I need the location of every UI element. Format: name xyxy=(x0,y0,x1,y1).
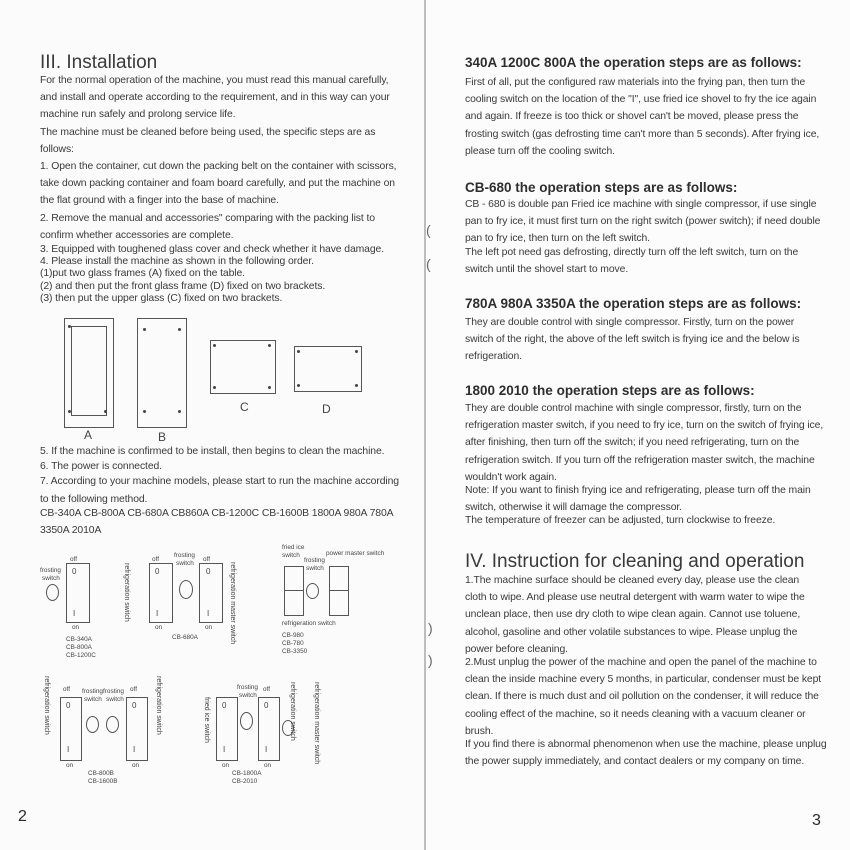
text-line: First of all, put the configured raw materials into the frying pan, then turn the xyxy=(465,77,806,88)
text-line: (1)put two glass frames (A) fixed on the table. xyxy=(40,268,245,280)
text-line: to the following method. xyxy=(40,493,148,505)
text-line: switch of the right, the above of the left switch is frying ice and the below is xyxy=(465,334,800,346)
text-line: cooling switch on the location of the "I", use fried ice shovel to fry the ice again xyxy=(465,94,817,106)
off-label: off xyxy=(152,556,159,563)
on-label: on xyxy=(222,762,230,769)
section-780a-title: 780A 980A 3350A the operation steps are as follows: xyxy=(465,296,802,311)
text-line: The temperature of freezer can be adjusted, turn clockwise to freeze. xyxy=(465,515,776,527)
text-line: the power supply immediately, and contact dealers or my company on time. xyxy=(465,756,805,768)
text-line: Note: If you want to finish frying ice and refrigerating, please turn off the main xyxy=(465,485,811,497)
text-line: 4. Please install the machine as shown in the following order. xyxy=(40,256,314,268)
vertical-label: fried ice switch xyxy=(203,697,210,743)
frosting-label: frosting xyxy=(103,688,124,695)
text-line: pan to fry ice, it must first turn on the right switch (power switch); if need double xyxy=(465,216,821,228)
off-label: off xyxy=(70,556,77,563)
frosting-label: frosting xyxy=(82,688,103,695)
section-340a-text xyxy=(465,74,819,160)
text-line: 5. If the machine is confirmed to be install, then begins to clean the machine. xyxy=(40,446,385,457)
left-switch xyxy=(149,563,173,623)
model-list: CB-1800A CB-2010 xyxy=(232,770,262,785)
page-number: 3 xyxy=(812,812,821,829)
text-line: unclean place, then use dry cloth to wipe clean again. Cannot use toluene, xyxy=(465,609,801,621)
installation-heading: III. Installation xyxy=(40,52,158,73)
frosting-button xyxy=(306,583,319,599)
right-switch xyxy=(126,697,148,761)
refrigeration-label: refrigeration switch xyxy=(282,620,336,627)
text-line: clean the inside machine every 5 months, in particular, condenser must be kept xyxy=(465,674,822,686)
right-page: ( ( ) ) 340A 1200C 800A the operation steps are as follows: First of all, put the configured raw materials into the frying pan, then turn the cooling switch on the location of the "I", use fried ice shovel to fry the ice again and again. If freeze is too thick or shovel can't be moved, please press the frosting switch (gas defrosting time can't more than 5 seconds). After frying ice, please turn off the cooling switch. CB-680 the operation steps are as follows: CB - 680 is double pan Fried ice machine with single compressor, if use single pan to fry ice, it must first turn on the right switch (power switch); if need double pan to fry ice, then turn on the left switch. The left pot need gas defrosting, directly turn off the left switch, turn on the switch until the shovel start to move. 780A 980A 3350A the operation steps are as follows: They are double control with single compressor. Firstly, turn on the power switch of the right, the above of the left switch is frying ice and the below is refrigeration. 1800 2010 the operation steps are as follows: They are double control machine with single compressor, firstly, turn on the refrigeration master switch, if you need to fry ice, turn on the switch of frying ice, after finishing, then turn off the switch; if you need refrigerating, turn on the refrigeration switch. If you turn off the refrigeration master switch, the machine wouldn't work again. Note: If you want to finish frying ice and refrigerating, please turn off the main switch, otherwise it will damage the compressor. The temperature of freezer can be adjusted, turn clockwise to freeze. IV. Instruction for cleaning and operation 1.The machine surface should be cleaned every day, please use the clean cloth to wipe. And please use neutral detergent with warm water to wipe the unclean place, then use dry cloth to wipe clean again. Cannot use toluene, alcohol, gasoline and other volatile substances to wipe. Please unplug the power before cleaning. 2.Must unplug the power of the machine and open the panel of the machine to clean the inside machine every 5 months, in particular, condenser must be kept clean. If there is much dust and oil pollution on the condenser, it will reduce the cooling effect of the machine, so it needs cleaning with a vacuum cleaner or brush. If you find there is abnormal phenomenon when use the machine, please unplug the power supply immediately, and contact dealers or my company on time. 3 xyxy=(426,0,850,850)
text-line: confirm whether accessories are complete. xyxy=(40,229,234,241)
on-label: on xyxy=(72,624,80,631)
right-rocker xyxy=(329,566,349,616)
section-1800-text xyxy=(465,400,823,530)
label-c: C xyxy=(240,400,249,414)
refrigeration-switch xyxy=(66,563,90,623)
text-line: CB-340A CB-800A CB-680A CB860A CB-1200C CB-1600B 1800A 980A 780A xyxy=(40,507,394,519)
text-line: The machine must be cleaned before being used, the specific steps are as xyxy=(40,126,376,138)
switch-label: switch xyxy=(106,696,124,703)
off-label: off xyxy=(63,686,70,693)
text-line: (3) then put the upper glass (C) fixed on two brackets. xyxy=(40,292,283,304)
master-switch-label: power master switch xyxy=(326,550,385,557)
frosting-button xyxy=(46,584,59,601)
text-line: refrigeration. xyxy=(465,351,522,363)
switch-label: switch xyxy=(84,696,102,703)
text-line: machine run safely and prolong service life. xyxy=(40,109,236,121)
left-rocker xyxy=(284,566,304,616)
section-340a-title: 340A 1200C 800A the operation steps are as follows: xyxy=(465,55,802,70)
frosting-label: frosting xyxy=(174,552,195,559)
text-line: 2. Remove the manual and accessories" comparing with the packing list to xyxy=(40,212,375,224)
off-label: off xyxy=(130,686,137,693)
text-line: please turn off the cooling switch. xyxy=(465,145,615,157)
text-line: frosting switch (gas defrosting time can't more than 5 seconds). After frying ice, xyxy=(465,128,820,140)
switch-label: switch xyxy=(282,552,300,559)
right-switch xyxy=(199,563,223,623)
on-label: on xyxy=(66,762,74,769)
frosting-button xyxy=(179,580,193,599)
frosting-label: frosting xyxy=(237,684,258,691)
text-line: If you find there is abnormal phenomenon when use the machine, please unplug xyxy=(465,739,827,751)
on-label: on xyxy=(155,624,163,631)
text-line: For the normal operation of the machine, you must read this manual carefully, xyxy=(40,75,389,86)
on-label: on xyxy=(205,624,213,631)
text-line: and again. If freeze is too thick or shovel can't be moved, please press the xyxy=(465,111,799,123)
text-line: 3350A 2010A xyxy=(40,525,102,537)
left-switch xyxy=(216,697,238,761)
installation-text-2 xyxy=(40,443,399,539)
text-line: CB - 680 is double pan Fried ice machine with single compressor, if use single xyxy=(465,199,817,210)
switch-label: switch xyxy=(306,565,324,572)
section-780a-text xyxy=(465,314,800,366)
text-line: cooling effect of the machine, so it needs cleaning with a vacuum cleaner or xyxy=(465,708,806,720)
text-line: brush. xyxy=(465,725,494,737)
left-switch xyxy=(60,697,82,761)
text-line: switch, otherwise it will damage the compressor. xyxy=(465,502,682,514)
text-line: They are double control machine with single compressor, firstly, turn on the xyxy=(465,403,802,414)
text-line: pan to fry ice, then turn on the left switch. xyxy=(465,233,650,245)
model-list: CB-980 CB-780 CB-3350 xyxy=(282,632,308,655)
frosting-button xyxy=(106,716,119,733)
text-line: 1. Open the container, cut down the packing belt on the container with scissors, xyxy=(40,161,397,173)
fried-ice-label: fried ice xyxy=(282,544,305,551)
label-b: B xyxy=(158,430,167,444)
switch-label: switch xyxy=(239,692,257,699)
section-680-text xyxy=(465,196,820,278)
text-line: 7. According to your machine models, please start to run the machine according xyxy=(40,476,399,488)
right-switch xyxy=(258,697,280,761)
text-line: alcohol, gasoline and other volatile substances to wipe. Please unplug the xyxy=(465,626,798,638)
on-label: on xyxy=(132,762,140,769)
section-1800-title: 1800 2010 the operation steps are as follows: xyxy=(465,383,755,398)
switch-label: switch xyxy=(42,575,60,582)
text-line: refrigeration master switch, if you need to fry ice, turn on the switch of frying ice, xyxy=(465,420,824,432)
text-line: wouldn't work again. xyxy=(465,471,557,483)
vertical-label: refrigeration switch xyxy=(123,563,130,622)
frosting-button xyxy=(240,712,253,730)
text-line: and install and operate according to the requirement, and in this way can your xyxy=(40,92,390,104)
text-line: the flat ground with a finger into the base of machine. xyxy=(40,195,279,207)
text-line: 6. The power is connected. xyxy=(40,461,162,473)
text-line: They are double control with single compressor. Firstly, turn on the power xyxy=(465,317,795,328)
switch-label: switch xyxy=(176,560,194,567)
label-d: D xyxy=(322,402,331,416)
text-line: switch until the shovel start to move. xyxy=(465,263,629,275)
text-line: cloth to wipe. And please use neutral detergent with warm water to wipe the xyxy=(465,592,805,604)
model-list: CB-800B CB-1600B xyxy=(88,770,118,785)
text-line: follows: xyxy=(40,143,74,155)
vertical-label: refrigeration master switch xyxy=(313,682,320,765)
glass-c xyxy=(210,340,276,394)
glass-d xyxy=(294,346,362,392)
text-line: The left pot need gas defrosting, directly turn off the left switch, turn on the xyxy=(465,246,799,258)
on-label: on xyxy=(264,762,272,769)
frosting-label: frosting xyxy=(40,567,61,574)
text-line: refrigeration switch. If you turn off the refrigeration master switch, the machine xyxy=(465,454,815,466)
section-680-title: CB-680 the operation steps are as follows: xyxy=(465,180,738,195)
installation-text xyxy=(40,72,396,307)
label-a: A xyxy=(84,428,93,442)
frosting-label: frosting xyxy=(304,557,325,564)
left-page: III. Installation For the normal operation of the machine, you must read this manual carefully, and install and operate according to the requirement, and in this way can your machine run safely and prolong service life. The machine must be cleaned before being used, the specific steps are as follows: 1. Open the container, cut down the packing belt on the container with scissors, take down packing container and foam board carefully, and put the machine on the flat ground with a finger into the base of machine. 2. Remove the manual and accessories" comparing with the packing list to confirm whether accessories are complete. 3. Equipped with toughened glass cover and check whether it have damage. 4. Please install the machine as shown in the following order. (1)put two glass frames (A) fixed on the table. (2) and then put the front glass frame (D) fixed on two brackets. (3) then put the upper glass (C) fixed on two brackets. A B C D 5. If the machine is confirmed to be install, then begins to clean the machine. 6. The power is connected. 7. According to your machine models, please start to run the machine according to the following method. CB-340A CB-800A CB-680A CB860A CB-1200C CB-1600B 1800A 980A 780A 3350A 2010A off frosting switch 0 I on CB-340A CB-800A CB-1200C off frosting switch off refrigeration switch 0 0 I I on on refrigeration master switch CB-680A fried ice switch frosting switch power master switch refrigeration switch CB-980 CB-780 CB-3350 refrigeration switch off frosting frosting switch switch off 0 0 I I on on refrigeration switch CB-800B CB-1600B fried ice switch frosting switch off 0 0 I I on on refrigeration switch refrigeration master switch CB-1800A CB-2010 2 xyxy=(0,0,424,850)
text-line: 3. Equipped with toughened glass cover and check whether it have damage. xyxy=(40,244,385,256)
text-line: 2.Must unplug the power of the machine and open the panel of the machine to xyxy=(465,657,817,669)
vertical-label: refrigeration switch xyxy=(43,676,50,735)
page-number: 2 xyxy=(18,808,27,825)
cleaning-text xyxy=(465,572,827,770)
vertical-label: refrigeration master switch xyxy=(229,562,236,645)
text-line: 1.The machine surface should be cleaned every day, please use the clean xyxy=(465,575,800,586)
model-label: CB-680A xyxy=(172,634,198,641)
model-list: CB-340A CB-800A CB-1200C xyxy=(66,636,96,659)
text-line: after finishing, then turn off the switch; if you need refrigerating, turn on the xyxy=(465,437,800,449)
off-label: off xyxy=(203,556,210,563)
frosting-button xyxy=(86,716,99,733)
cleaning-heading: IV. Instruction for cleaning and operation xyxy=(465,551,805,572)
text-line: power before cleaning. xyxy=(465,643,568,655)
text-line: take down packing container and foam board carefully, and put the machine on xyxy=(40,178,395,190)
text-line: (2) and then put the front glass frame (D) fixed on two brackets. xyxy=(40,280,326,292)
glass-frame-a-inner xyxy=(71,326,107,416)
vertical-label: refrigeration switch xyxy=(155,676,162,735)
vertical-label: refrigeration switch xyxy=(289,682,296,741)
text-line: clean. If there is much dust and oil pollution on the condenser, it will reduce the xyxy=(465,691,819,703)
off-label: off xyxy=(263,686,270,693)
